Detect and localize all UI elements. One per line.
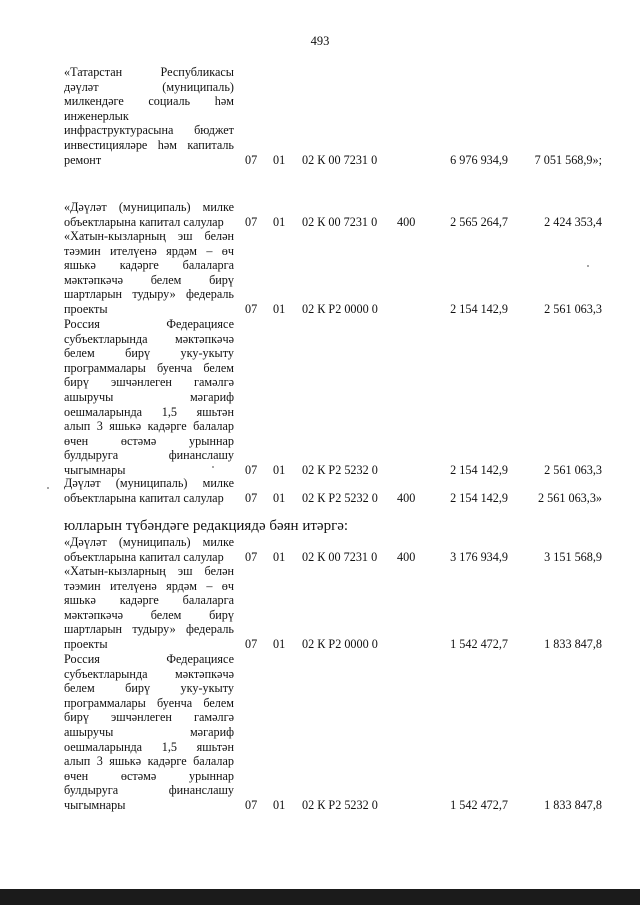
row-name-line: алып 3 яшькә кадәрге балалар [64, 419, 234, 434]
row-name-line: чыгымнары [64, 462, 126, 477]
amount-year-2: 1 833 847,8 [544, 798, 602, 812]
row-name [64, 229, 234, 317]
amount-year-2: 2 561 063,3» [538, 490, 602, 505]
subsection-code: 01 [273, 152, 286, 167]
row-name-line: оешмаларында 1,5 яшьтән [64, 404, 234, 419]
row-name-line: белем бирү уку-укыту [64, 681, 234, 696]
amount-year-1: 1 542 472,7 [450, 637, 508, 651]
subsection-code: 01 [273, 490, 286, 505]
section-code: 07 [245, 214, 258, 229]
page-number: 493 [310, 34, 330, 48]
row-name-line: объектларына капитал салулар [64, 549, 224, 564]
subsection-code: 01 [273, 214, 286, 229]
row-name-line: «Хатын-кызларның эш белән [64, 564, 234, 578]
amount-year-1: 2 154 142,9 [450, 302, 508, 316]
subsection-code: 01 [273, 549, 286, 564]
section-code: 07 [245, 549, 258, 564]
section-code: 07 [245, 463, 258, 477]
section-code: 07 [245, 302, 258, 316]
row-name-line: шартларын тудыру» федераль [64, 622, 234, 637]
scan-speck [587, 265, 589, 267]
row-name-line: булдыруга финанслашу [64, 783, 234, 798]
intro-text: юлларын түбәндәге редакциядә бәян итәргә: [64, 518, 349, 534]
row-name-line: Россия Федерациясе [64, 652, 234, 666]
row-name-line: тәэмин ителүенә ярдәм – өч [64, 578, 234, 593]
amount-year-1: 6 976 934,9 [450, 152, 508, 167]
amount-year-2: 3 151 568,9 [544, 549, 602, 564]
section-code: 07 [245, 637, 258, 651]
subsection-code: 01 [273, 302, 286, 316]
target-article-code: 02 К Р2 0000 0 [302, 637, 378, 651]
row-name [64, 476, 234, 505]
row-name-line: инвестицияләре һәм капиталь [64, 137, 234, 152]
amount-year-1: 1 542 472,7 [450, 798, 508, 812]
row-name-line: яшькә кадәрге балаларга [64, 593, 234, 608]
subsection-code: 01 [273, 637, 286, 651]
row-name-line: объектларына капитал салулар [64, 490, 224, 505]
row-name-line: тәэмин ителүенә ярдәм – өч [64, 243, 234, 258]
target-article-code: 02 К 00 7231 0 [302, 549, 378, 564]
row-name-line: оешмаларында 1,5 яшьтән [64, 739, 234, 754]
row-name-line: проекты [64, 301, 108, 316]
row-name-line: «Дәүләт (муниципаль) милке [64, 200, 234, 214]
row-name-line: алып 3 яшькә кадәрге балалар [64, 754, 234, 769]
scan-bottom-edge [0, 889, 640, 905]
amount-year-2: 7 051 568,9»; [534, 152, 602, 167]
row-name-line: Дәүләт (муниципаль) милке [64, 476, 234, 490]
row-name-line: милкендәге социаль һәм [64, 94, 234, 109]
row-name-line: инфраструктурасына бюджет [64, 123, 234, 138]
expense-type-code: 400 [397, 549, 416, 564]
row-name-line: ремонт [64, 152, 102, 167]
row-name-line: Россия Федерациясе [64, 317, 234, 331]
amount-year-1: 2 154 142,9 [450, 490, 508, 505]
section-code: 07 [245, 798, 258, 812]
row-name-line: программалары буенча белем [64, 360, 234, 375]
amount-year-1: 3 176 934,9 [450, 549, 508, 564]
row-name-line: программалары буенча белем [64, 695, 234, 710]
row-name [64, 317, 234, 478]
section-code: 07 [245, 490, 258, 505]
row-name-line: бирү эшчәнлеген гамәлгә [64, 710, 234, 725]
row-name-line: бирү эшчәнлеген гамәлгә [64, 375, 234, 390]
row-name-line: өчен өстәмә урыннар [64, 768, 234, 783]
target-article-code: 02 К Р2 5232 0 [302, 798, 378, 812]
row-name-line: мәктәпкәчә белем бирү [64, 272, 234, 287]
row-name [64, 652, 234, 813]
target-article-code: 02 К Р2 0000 0 [302, 302, 378, 316]
row-name-line: шартларын тудыру» федераль [64, 287, 234, 302]
target-article-code: 02 К Р2 5232 0 [302, 490, 378, 505]
amount-year-2: 2 561 063,3 [544, 463, 602, 477]
row-name-line: проекты [64, 636, 108, 651]
row-name-line: субъектларында мәктәпкәчә [64, 331, 234, 346]
row-name-line: «Татарстан Республикасы [64, 65, 234, 79]
scan-speck [212, 466, 214, 468]
row-name-line: өчен өстәмә урыннар [64, 433, 234, 448]
amount-year-2: 1 833 847,8 [544, 637, 602, 651]
row-name [64, 564, 234, 652]
row-name-line: дәүләт (муниципаль) [64, 79, 234, 94]
row-name [64, 200, 234, 229]
row-name-line: булдыруга финанслашу [64, 448, 234, 463]
row-name-line: белем бирү уку-укыту [64, 346, 234, 361]
row-name-line: «Хатын-кызларның эш белән [64, 229, 234, 243]
row-name [64, 65, 234, 167]
row-name-line: мәктәпкәчә белем бирү [64, 607, 234, 622]
target-article-code: 02 К Р2 5232 0 [302, 463, 378, 477]
row-name-line: инженерлык [64, 108, 129, 123]
amount-year-2: 2 424 353,4 [544, 214, 602, 229]
expense-type-code: 400 [397, 490, 416, 505]
row-name-line: объектларына капитал салулар [64, 214, 224, 229]
target-article-code: 02 К 00 7231 0 [302, 214, 378, 229]
amount-year-2: 2 561 063,3 [544, 302, 602, 316]
scan-speck [47, 487, 49, 489]
row-name-line: ашыручы мәгариф [64, 389, 234, 404]
expense-type-code: 400 [397, 214, 416, 229]
section-code: 07 [245, 152, 258, 167]
row-name-line: «Дәүләт (муниципаль) милке [64, 535, 234, 549]
amount-year-1: 2 565 264,7 [450, 214, 508, 229]
target-article-code: 02 К 00 7231 0 [302, 152, 378, 167]
row-name-line: яшькә кадәрге балаларга [64, 258, 234, 273]
amount-year-1: 2 154 142,9 [450, 463, 508, 477]
row-name-line: субъектларында мәктәпкәчә [64, 666, 234, 681]
row-name-line: чыгымнары [64, 797, 126, 812]
row-name-line: ашыручы мәгариф [64, 724, 234, 739]
row-name [64, 535, 234, 564]
subsection-code: 01 [273, 463, 286, 477]
subsection-code: 01 [273, 798, 286, 812]
